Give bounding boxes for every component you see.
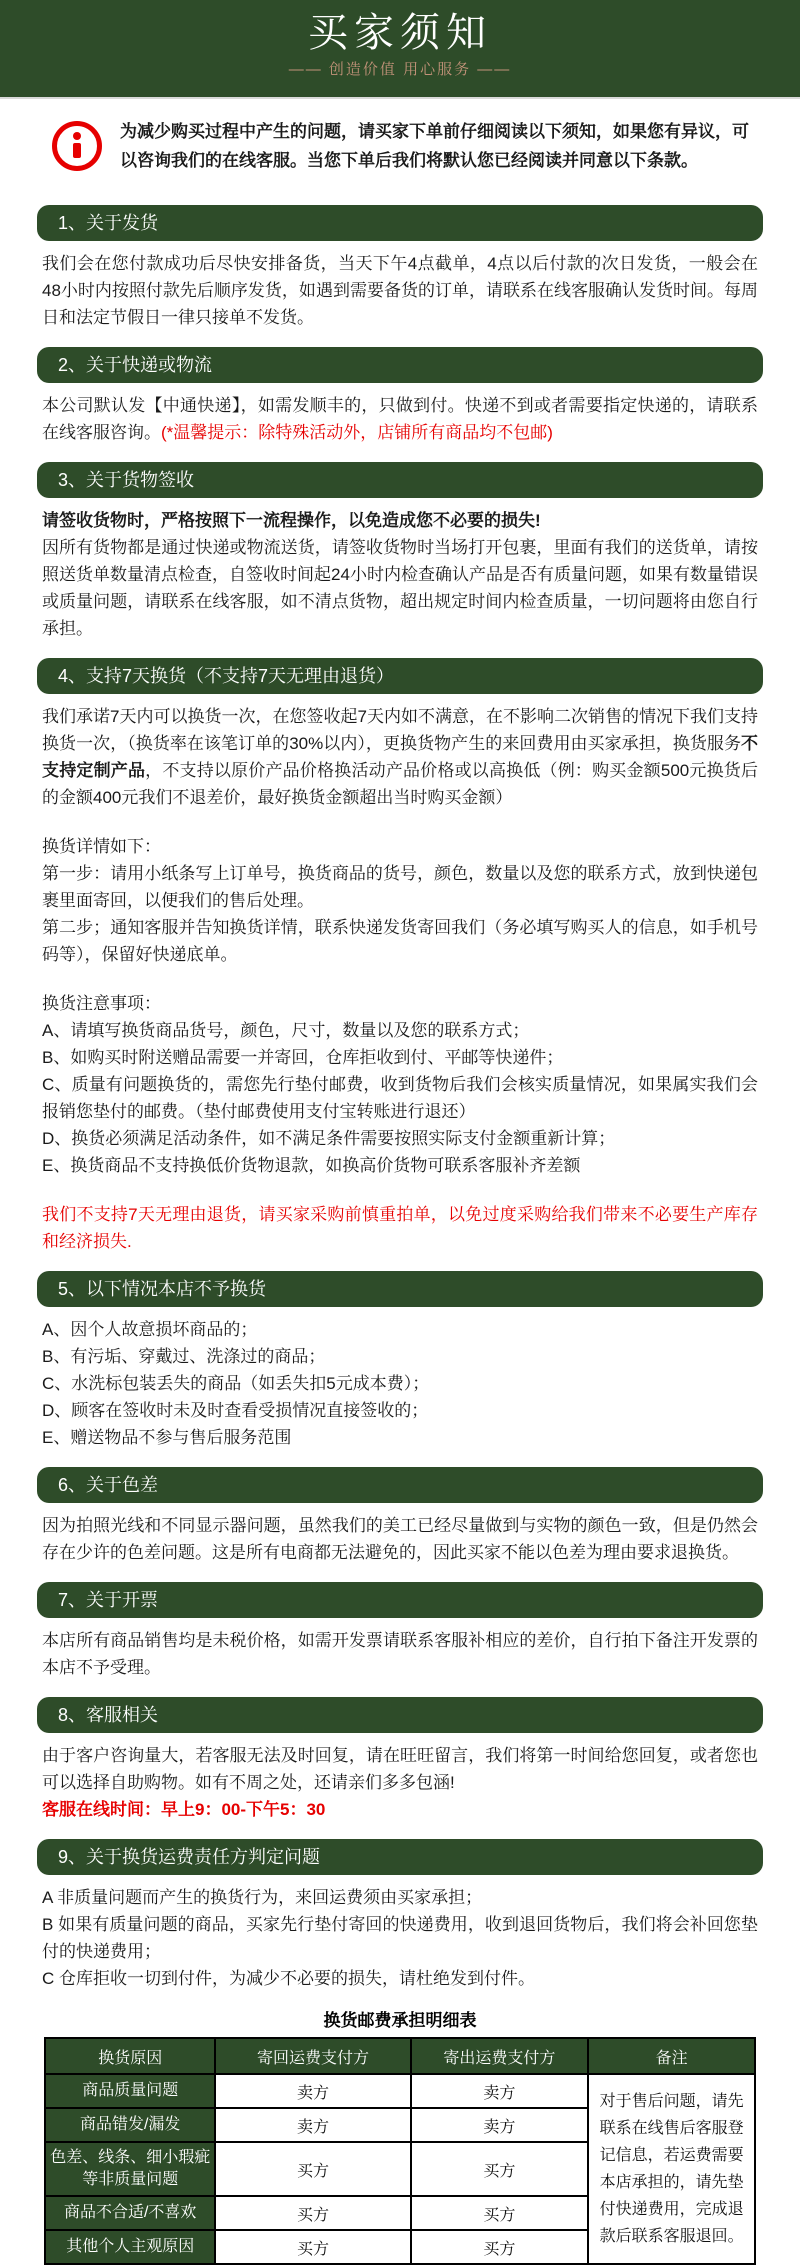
reason-not-suitable: 商品不合适/不喜欢 (45, 2196, 215, 2230)
section-title-shipping: 1、关于发货 (37, 205, 763, 241)
header-exchange-reason: 换货原因 (45, 2038, 215, 2074)
info-icon (52, 121, 102, 171)
intro-notice-text: 为减少购买过程中产生的问题，请买家下单前仔细阅读以下须知，如果您有异议，可以咨询我们的在线客服。当您下单后我们将默认您已经阅读并同意以下条款。 (120, 122, 749, 170)
exchange-policy-bold: 不支持定制产品 (42, 734, 758, 780)
exchange-step-2: 第二步；通知客服并告知换货详情，联系快递发货寄回我们（务必填写购买人的信息，如手机号码等），保留好快递底单。 (42, 918, 758, 964)
no-exchange-case-a: A、因个人故意损坏商品的； (42, 1320, 258, 1339)
spacer (42, 968, 758, 990)
receiving-bold-lead: 请签收货物时，严格按照下一流程操作，以免造成您不必要的损失! (42, 511, 541, 530)
exchange-policy-pre: 我们承诺7天内可以换货一次，在您签收起7天内如不满意，在不影响二次销售的情况下我们支持换货一次，（换货率在该笔订单的30%以内），更换货物产生的来回费用由买家承担，换货服务 (42, 707, 758, 753)
intro-notice (52, 117, 758, 175)
section-body-courier (42, 392, 758, 446)
exchange-notes-heading: 换货注意事项： (42, 994, 161, 1013)
section-title-freight-responsibility: 9、关于换货运费责任方判定问题 (37, 1839, 763, 1875)
no-exchange-case-b: B、有污垢、穿戴过、洗涤过的商品； (42, 1347, 326, 1366)
courier-text (42, 392, 758, 446)
freight-rule-c: C 仓库拒收一切到付件，为减少不必要的损失，请杜绝发到付件。 (42, 1969, 535, 1988)
exchange-note-e: E、换货商品不支持换低价货物退款，如换高价货物可联系客服补齐差额 (42, 1156, 581, 1175)
exchange-note-d: D、换货必须满足活动条件，如不满足条件需要按照实际支付金额重新计算； (42, 1129, 616, 1148)
outbound-payer-quality: 卖方 (411, 2074, 589, 2108)
section-body-no-exchange-cases (42, 1316, 758, 1451)
exchange-note-b: B、如购买时附送赠品需要一并寄回，仓库拒收到付、平邮等快递件； (42, 1048, 564, 1067)
section-body-shipping (42, 250, 758, 331)
info-icon-dot (73, 132, 81, 140)
section-body-customer-service (42, 1742, 758, 1823)
exchange-policy-text (42, 703, 758, 811)
section-title-color-difference: 6、关于色差 (37, 1467, 763, 1503)
page-title: 买家须知 (308, 11, 492, 55)
exchange-step-1: 第一步：请用小纸条写上订单号，换货商品的货号，颜色，数量以及您的联系方式，放到快递包裹里面寄回，以便我们的售后处理。 (42, 864, 758, 910)
section-title-no-exchange-cases: 5、以下情况本店不予换货 (37, 1271, 763, 1307)
return-payer-wrong: 卖方 (215, 2108, 410, 2142)
header-return-freight-payer: 寄回运费支付方 (215, 2038, 410, 2074)
color-difference-text: 因为拍照光线和不同显示器问题，虽然我们的美工已经尽量做到与实物的颜色一致，但是仍然会存在少许的色差问题。这是所有电商都无法避免的，因此买家不能以色差为理由要求退换货。 (42, 1516, 758, 1562)
info-icon-stem (73, 143, 81, 158)
section-body-exchange (42, 703, 758, 1255)
no-exchange-case-c: C、水洗标包装丢失的商品（如丢失扣5元成本费）； (42, 1374, 430, 1393)
spacer (42, 1179, 758, 1201)
outbound-payer-not-suitable: 买方 (411, 2196, 589, 2230)
courier-red-note: (*温馨提示：除特殊活动外，店铺所有商品均不包邮) (161, 423, 553, 442)
section-body-receiving (42, 507, 758, 642)
exchange-policy-post: ，不支持以原价产品价格换活动产品价格或以高换低（例：购买金额500元换货后的金额400元我们不退差价，最好换货金额超出当时购买金额） (42, 761, 758, 807)
freight-rule-b: B 如果有质量问题的商品，买家先行垫付寄回的快递费用，收到退回货物后，我们将会补回您垫付的快递费用； (42, 1915, 758, 1961)
return-payer-not-suitable: 买方 (215, 2196, 410, 2230)
section-body-invoice (42, 1627, 758, 1681)
shipping-text: 我们会在您付款成功后尽快安排备货，当天下午4点截单，4点以后付款的次日发货，一般会在48小时内按照付款先后顺序发货，如遇到需要备货的订单，请联系在线客服确认发货时间。每周日和法定节假日一律只接单不发货。 (42, 254, 758, 327)
outbound-payer-wrong: 卖方 (411, 2108, 589, 2142)
no-exchange-case-d: D、顾客在签收时未及时查看受损情况直接签收的； (42, 1401, 429, 1420)
return-payer-quality: 卖方 (215, 2074, 410, 2108)
freight-rule-a: A 非质量问题而产生的换货行为，来回运费须由买家承担； (42, 1888, 483, 1907)
reason-non-quality: 色差、线条、细小瑕疵等非质量问题 (45, 2142, 215, 2196)
section-title-exchange: 4、支持7天换货（不支持7天无理由退货） (37, 658, 763, 694)
section-title-customer-service: 8、客服相关 (37, 1697, 763, 1733)
table-row (45, 2074, 755, 2108)
fee-table-header-row (45, 2038, 755, 2074)
section-title-courier: 2、关于快递或物流 (37, 347, 763, 383)
courier-main-text: 本公司默认发【中通快递】，如需发顺丰的，只做到付。快递不到或者需要指定快递的，请联系在线客服咨询。 (42, 396, 758, 442)
service-hours-note: 客服在线时间：早上9：00-下午5：30 (42, 1800, 326, 1819)
no-exchange-case-e: E、赠送物品不参与售后服务范围 (42, 1428, 292, 1447)
exchange-fee-table (44, 2037, 756, 2265)
reason-quality-issue: 商品质量问题 (45, 2074, 215, 2108)
no-return-warning: 我们不支持7天无理由退货，请买家采购前慎重拍单，以免过度采购给我们带来不必要生产库存和经济损失. (42, 1205, 758, 1251)
section-body-freight-responsibility (42, 1884, 758, 1992)
outbound-payer-non-quality: 买方 (411, 2142, 589, 2196)
reason-wrong-missing: 商品错发/漏发 (45, 2108, 215, 2142)
header-remark: 备注 (588, 2038, 755, 2074)
exchange-note-c: C、质量有问题换货的，需您先行垫付邮费，收到货物后我们会核实质量情况，如果属实我们会报销您垫付的邮费。（垫付邮费使用支付宝转账进行退还） (42, 1075, 758, 1121)
return-payer-subjective: 买方 (215, 2230, 410, 2264)
receiving-text: 因所有货物都是通过快递或物流送货，请签收货物时当场打开包裹，里面有我们的送货单，请按照送货单数量清点检查，自签收时间起24小时内检查确认产品是否有质量问题，如果有数量错误或质量问题，请联系在线客服，如不清点货物，超出规定时间内检查质量，一切问题将由您自行承担。 (42, 538, 758, 638)
customer-service-text: 由于客户咨询量大，若客服无法及时回复，请在旺旺留言，我们将第一时间给您回复，或者您也可以选择自助购物。如有不周之处，还请亲们多多包涵! (42, 1746, 758, 1792)
table-remark-cell: 对于售后问题，请先联系在线售后客服登记信息，若运费需要本店承担的，请先垫付快递费用，完成退款后联系客服退回。 (588, 2074, 755, 2264)
return-payer-non-quality: 买方 (215, 2142, 410, 2196)
section-body-color-difference (42, 1512, 758, 1566)
invoice-text: 本店所有商品销售均是未税价格，如需开发票请联系客服补相应的差价，自行拍下备注开发票的本店不予受理。 (42, 1631, 758, 1677)
spacer (42, 811, 758, 833)
exchange-detail-heading: 换货详情如下： (42, 837, 161, 856)
page-banner (0, 0, 800, 99)
fee-table-title: 换货邮费承担明细表 (323, 2011, 477, 2030)
exchange-note-a: A、请填写换货商品货号，颜色，尺寸，数量以及您的联系方式； (42, 1021, 530, 1040)
page-subtitle: —— 创造价值 用心服务 —— (288, 61, 512, 78)
section-title-receiving: 3、关于货物签收 (37, 462, 763, 498)
reason-subjective: 其他个人主观原因 (45, 2230, 215, 2264)
exchange-notes-list (42, 1017, 758, 1179)
section-title-invoice: 7、关于开票 (37, 1582, 763, 1618)
outbound-payer-subjective: 买方 (411, 2230, 589, 2264)
header-outbound-freight-payer: 寄出运费支付方 (411, 2038, 589, 2074)
